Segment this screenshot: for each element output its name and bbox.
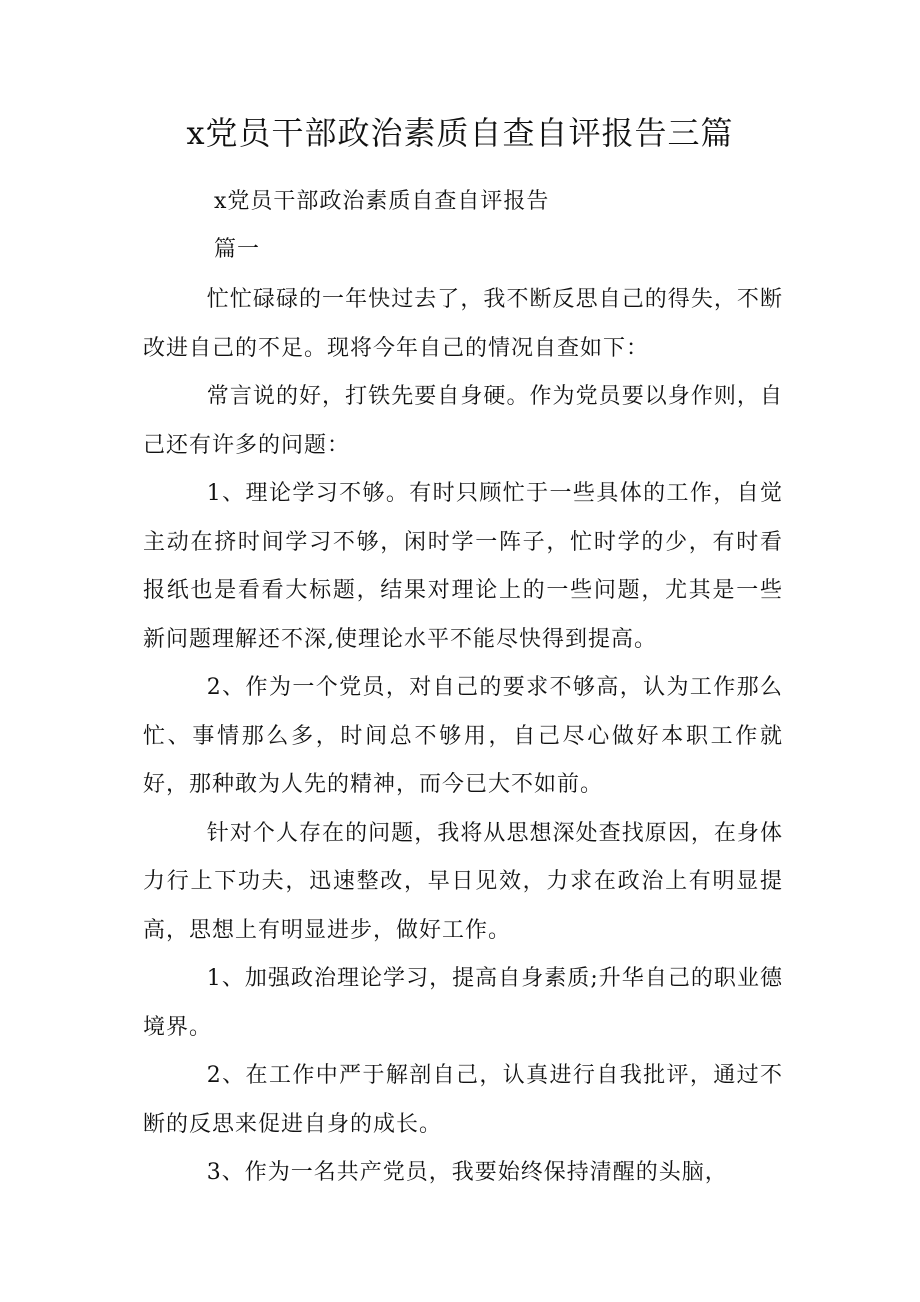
paragraph-remedy-intro: 针对个人存在的问题，我将从思想深处查找原因，在身体力行上下功夫，迅速整改，早日见效，力求在政治上有明显提高，思想上有明显进步，做好工作。 [143, 820, 783, 943]
paragraph-problem-1: 1、理论学习不够。有时只顾忙于一些具体的工作，自觉主动在挤时间学习不够，闲时学一阵子，忙时学的少，有时看报纸也是看看大标题，结果对理论上的一些问题，尤其是一些新问题理解还不深,使理论水平不能尽快得到提高。 [143, 481, 783, 652]
paragraph-remedy-1: 1、加强政治理论学习，提高自身素质;升华自己的职业德境界。 [143, 966, 783, 1040]
document-body [143, 276, 783, 1198]
paragraph-remedy-2: 2、在工作中严于解剖自己，认真进行自我批评，通过不断的反思来促进自身的成长。 [143, 1063, 783, 1137]
paragraph-intro: 忙忙碌碌的一年快过去了，我不断反思自己的得失，不断改进自己的不足。现将今年自己的情况自查如下： [143, 287, 783, 361]
paragraph-remedy-3: 3、作为一名共产党员，我要始终保持清醒的头脑， [206, 1160, 728, 1185]
paragraph-problem-2: 2、作为一个党员，对自己的要求不够高，认为工作那么忙、事情那么多，时间总不够用，自己尽心做好本职工作就好，那种敢为人先的精神，而今已大不如前。 [143, 675, 783, 797]
document-subtitle: x党员干部政治素质自查自评报告 [214, 189, 550, 214]
paragraph-saying: 常言说的好，打铁先要自身硬。作为党员要以身作则，自己还有许多的问题： [143, 384, 783, 458]
document-title: x党员干部政治素质自查自评报告三篇 [186, 114, 734, 152]
section-label: 篇一 [214, 237, 261, 262]
